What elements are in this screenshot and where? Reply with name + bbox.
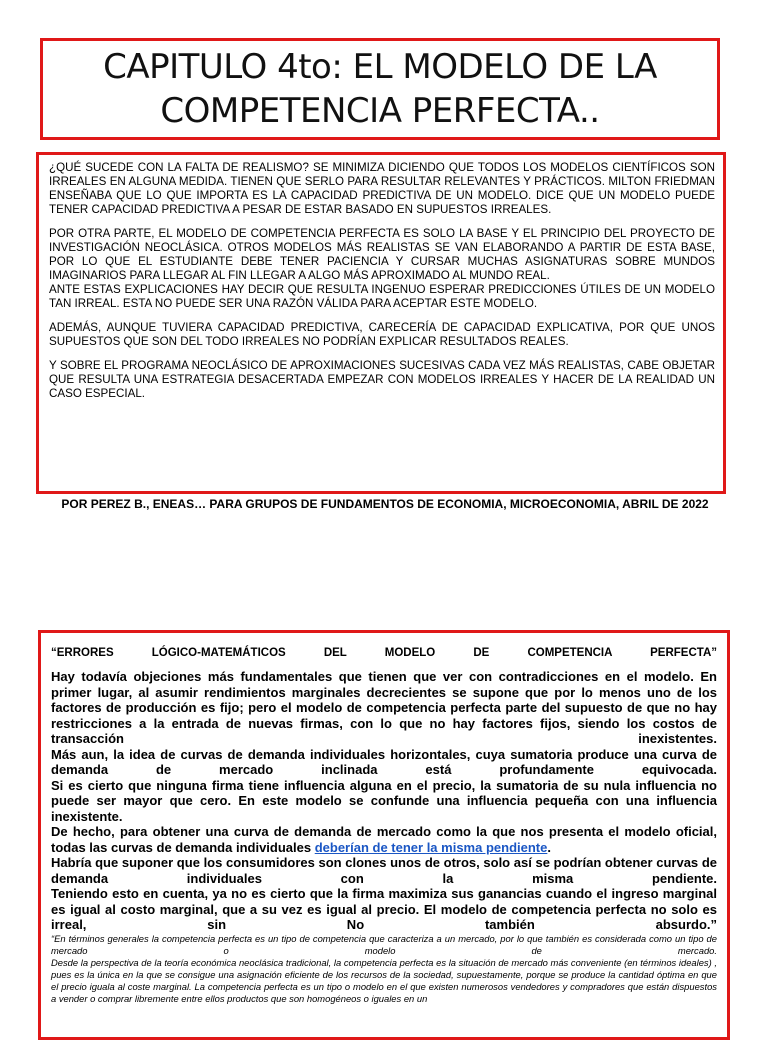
paragraph-clones: Habría que suponer que los consumidores son clones unos de otros, solo así se podrían obtener curvas de demanda individuales con la misma pendiente. — [51, 855, 717, 886]
paragraph-objections: Hay todavía objeciones más fundamentales que tienen que ver con contradicciones en el modelo. En primer lugar, al asumir rendimientos marginales decrecientes se supone que por lo menos uno de los factores de producción es fijo; pero el modelo de competencia perfecta parte del supuesto de que no hay restricciones a la entrada de nuevas firmas, con lo que no hay factores fijos, siendo los costos de transacción inexistentes. — [51, 669, 717, 746]
paragraph-market-demand — [51, 824, 717, 855]
realism-section — [36, 152, 726, 494]
paragraph-other-side: POR OTRA PARTE, EL MODELO DE COMPETENCIA PERFECTA ES SOLO LA BASE Y EL PRINCIPIO DEL PROYECTO DE INVESTIGACIÓN NEOCLÁSICA. OTROS MODELOS MÁS REALISTAS SE VAN ELABORANDO A PARTIR DE ESTA BASE, POR LO QUE EL ESTUDIANTE DEBE TENER PACIENCIA Y CURSAR MUCHAS ASIGNATURAS SOBRE MUNDOS IMAGINARIOS PARA LLEGAR AL FIN LLEGAR A ALGO MÁS APROXIMADO AL MUNDO REAL. — [49, 227, 715, 282]
paragraph-realism: ¿QUÉ SUCEDE CON LA FALTA DE REALISMO? SE MINIMIZA DICIENDO QUE TODOS LOS MODELOS CIENTÍFICOS SON IRREALES EN ALGUNA MEDIDA. TIENEN QUE SERLO PARA RESULTAR RELEVANTES Y PRÁCTICOS. MILTON FRIEDMAN ENSEÑABA QUE LO QUE IMPORTA ES LA CAPACIDAD PREDICTIVA DE UN MODELO. DICE QUE UN MODELO PUEDE TENER CAPACIDAD PREDICTIVA A PESAR DE ESTAR BASADO EN SUPUESTOS IRREALES. — [49, 161, 715, 216]
same-slope-link[interactable]: deberían de tener la misma pendiente — [314, 839, 548, 855]
market-demand-end: . — [547, 839, 551, 855]
paragraph-influence: Si es cierto que ninguna firma tiene influencia alguna en el precio, la sumatoria de su nula influencia no puede ser mayor que cero. En este modelo se confunde una influencia pequeña con una influencia inexistente. — [51, 777, 717, 824]
errors-heading: “ERRORES LÓGICO-MATEMÁTICOS DEL MODELO DE COMPETENCIA PERFECTA” — [51, 647, 717, 659]
paragraph-absurd: Teniendo esto en cuenta, ya no es cierto que la firma maximiza sus ganancias cuando el ingreso marginal es igual al costo marginal, que a su vez es igual al precio. El modelo de competencia perfecta no solo es irreal, sin No también absurdo.” — [51, 886, 717, 932]
quote-definition: “En términos generales la competencia perfecta es un tipo de competencia que caracteriza a un mercado, por lo que también es considerada como un tipo de mercado o modelo de mercado. — [51, 932, 717, 956]
paragraph-explanations: ANTE ESTAS EXPLICACIONES HAY DECIR QUE RESULTA INGENUO ESPERAR PREDICCIONES ÚTILES DE UN MODELO TAN IRREAL. ESTA NO PUEDE SER UNA RAZÓN VÁLIDA PARA ACEPTAR ESTE MODELO. — [49, 283, 715, 310]
chapter-title-box — [40, 38, 720, 140]
author-credit: POR PEREZ B., ENEAS… PARA GRUPOS DE FUNDAMENTOS DE ECONOMIA, MICROECONOMIA, ABRIL DE 2022 — [61, 497, 709, 511]
market-demand-text: De hecho, para obtener una curva de demanda de mercado como la que nos presenta el modelo oficial, todas las curvas de demanda individuales — [51, 824, 717, 855]
paragraph-neoclassical-program: Y SOBRE EL PROGRAMA NEOCLÁSICO DE APROXIMACIONES SUCESIVAS CADA VEZ MÁS REALISTAS, CABE OBJETAR QUE RESULTA UNA ESTRATEGIA DESACERTADA EMPEZAR CON MODELOS IRREALES Y HACER DE LA REALIDAD UN CASO ESPECIAL. — [49, 359, 715, 400]
paragraph-demand-curves: Más aun, la idea de curvas de demanda individuales horizontales, cuya sumatoria produce una curva de demanda de mercado inclinada está profundamente equivocada. — [51, 746, 717, 777]
quote-neoclassical: Desde la perspectiva de la teoría económica neoclásica tradicional, la competencia perfecta es la situación de mercado más conveniente (en términos ideales) , pues es la única en la que se consigue una asignación eficiente de los recursos de la sociedad, supuestamente, porque se produce la cantidad óptima en que el precio iguala al coste marginal. La competencia perfecta es un tipo o modelo en el que existen numerosos vendedores y compradores que están dispuestos a vender o comprar libremente entre ellos productos que son homogéneos o iguales en un — [51, 956, 717, 1004]
chapter-title-line-1: CAPITULO 4to: EL MODELO DE LA — [103, 47, 657, 87]
chapter-title-line-2: COMPETENCIA PERFECTA.. — [160, 91, 600, 131]
errors-section — [38, 630, 730, 1040]
paragraph-explanatory-capacity: ADEMÁS, AUNQUE TUVIERA CAPACIDAD PREDICTIVA, CARECERÍA DE CAPACIDAD EXPLICATIVA, POR QUE UNOS SUPUESTOS QUE SON DEL TODO IRREALES NO PODRÍAN EXPLICAR RESULTADOS REALES. — [49, 321, 715, 348]
